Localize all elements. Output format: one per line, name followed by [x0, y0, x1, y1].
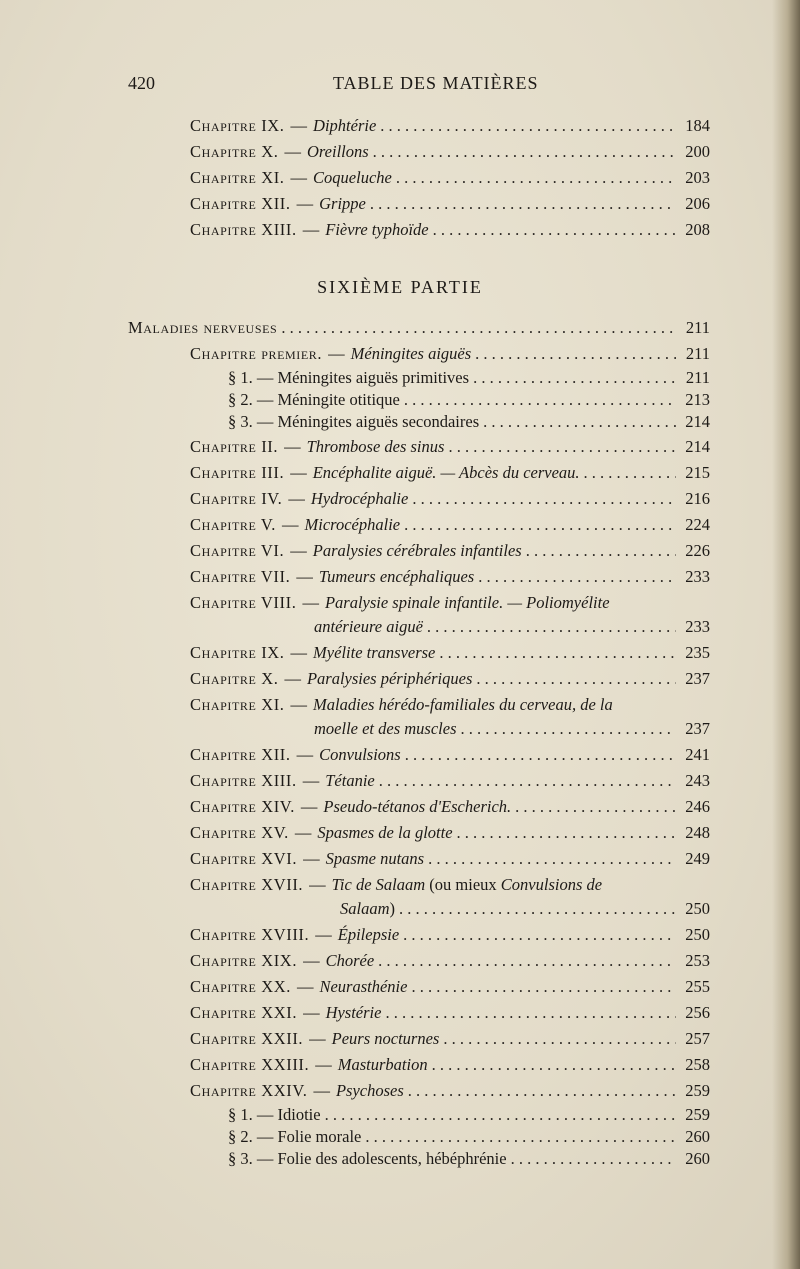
page-ref: 255 — [685, 977, 710, 996]
chapter-label: Chapitre XVII. — [190, 875, 304, 894]
chapter-label: Chapitre XXI. — [190, 1003, 298, 1022]
chapter-title: Fièvre typhoïde — [325, 220, 429, 239]
toc-entry: Chapitre II. — Thrombose des sinus . . . 214 — [190, 437, 710, 461]
chapter-title: Maladies hérédo-familiales du cerveau, de la — [313, 695, 613, 714]
chapter-title: Hystérie — [325, 1003, 382, 1022]
chapter-label: Chapitre XV. — [190, 823, 289, 842]
toc-entry: Chapitre XIII. — Tétanie . . . 243 — [190, 771, 710, 795]
chapter-title: Peurs nocturnes — [331, 1029, 440, 1048]
page-ref: 250 — [685, 899, 710, 918]
chapter-title: Oreillons — [306, 142, 369, 161]
page-ref: 214 — [685, 412, 710, 431]
chapter-label: Chapitre VII. — [190, 567, 291, 586]
page-ref: 184 — [685, 116, 710, 135]
page-ref: 250 — [685, 925, 710, 944]
toc-entry-line1: Chapitre XI. — Maladies hérédo-familiales du cerveau, de la — [190, 695, 613, 714]
toc-subsection — [228, 412, 710, 436]
toc-entry: Chapitre premier. — Méningites aiguës . . . 211 — [190, 344, 710, 368]
subsection-label: § 2. — Méningite otitique — [228, 390, 400, 409]
toc-subsection — [228, 368, 710, 392]
toc-entry: Chapitre XI. — Coqueluche . . . 203 — [190, 168, 710, 192]
toc-part-entry — [128, 318, 710, 342]
toc-entry: Chapitre XII. — Grippe . . . 206 — [190, 194, 710, 218]
chapter-title: Spasme nutans — [325, 849, 425, 868]
page-ref: 233 — [685, 617, 710, 636]
page-ref: 237 — [685, 669, 710, 688]
toc-entry: Chapitre XXIV. — Psychoses . . . 259 — [190, 1081, 710, 1105]
toc-entry: Chapitre XV. — Spasmes de la glotte . . . 248 — [190, 823, 710, 847]
chapter-title: Tétanie — [325, 771, 375, 790]
section-title: SIXIÈME PARTIE — [317, 277, 483, 297]
chapter-label: Chapitre XIV. — [190, 797, 295, 816]
page-ref: 211 — [685, 344, 710, 363]
chapter-label: Chapitre X. — [190, 669, 279, 688]
toc-entry: Chapitre IV. — Hydrocéphalie . . . 216 — [190, 489, 710, 513]
chapter-title: Hydrocéphalie — [310, 489, 409, 508]
chapter-title: Tic de Salaam — [331, 875, 426, 894]
chapter-label: Chapitre XIII. — [190, 771, 297, 790]
chapter-title: Tumeurs encéphaliques — [318, 567, 475, 586]
toc-subsection — [228, 390, 710, 414]
chapter-title: Méningites aiguës — [350, 344, 472, 363]
chapter-label: Chapitre IX. — [190, 116, 285, 135]
chapter-title: Coqueluche — [313, 168, 392, 187]
page-ref: 258 — [685, 1055, 710, 1074]
subsection-label: § 3. — Folie des adolescents, hébéphrénie — [228, 1149, 507, 1168]
page-ref: 206 — [685, 194, 710, 213]
toc-entry: Chapitre IX. — Diphtérie . . . 184 — [190, 116, 710, 140]
subsection-label: § 3. — Méningites aiguës secondaires — [228, 412, 480, 431]
chapter-title: Épilepsie — [337, 925, 400, 944]
chapter-label: Chapitre IX. — [190, 643, 285, 662]
toc-entry: Chapitre III. — Encéphalite aiguë. — Abcès du cerveau. . . . 215 — [190, 463, 710, 487]
toc-entry: Chapitre IX. — Myélite transverse . . . 235 — [190, 643, 710, 667]
chapter-label: Chapitre III. — [190, 463, 285, 482]
page-ref: 243 — [685, 771, 710, 790]
page-ref: 226 — [685, 541, 710, 560]
page-ref: 203 — [685, 168, 710, 187]
toc-subsection — [228, 1105, 710, 1129]
toc-entry: Chapitre V. — Microcéphalie . . . 224 — [190, 515, 710, 539]
toc-entry-line1: Chapitre VIII. — Paralysie spinale infantile. — Poliomyélite — [190, 593, 610, 612]
page-ref: 216 — [685, 489, 710, 508]
page-ref: 211 — [685, 368, 710, 387]
toc-entry: Chapitre XIII. — Fièvre typhoïde . . . 208 — [190, 220, 710, 244]
chapter-label: Chapitre XIX. — [190, 951, 298, 970]
chapter-title: Grippe — [319, 194, 366, 213]
chapter-title: Chorée — [325, 951, 375, 970]
toc-entry: Chapitre XIV. — Pseudo-tétanos d'Escherich. . . . 246 — [190, 797, 710, 821]
chapter-title: Paralysie spinale infantile. — Poliomyélite — [324, 593, 610, 612]
toc-entry-line2 — [314, 617, 710, 641]
page-ref: 257 — [685, 1029, 710, 1048]
chapter-label: Chapitre XI. — [190, 168, 285, 187]
page-ref: 235 — [685, 643, 710, 662]
chapter-label: Chapitre VI. — [190, 541, 285, 560]
page-number: 420 — [128, 73, 155, 93]
page-ref: 256 — [685, 1003, 710, 1022]
chapter-title: Diphtérie — [313, 116, 377, 135]
chapter-title-continued: antérieure aiguë — [314, 617, 423, 636]
toc-entry: Chapitre X. — Oreillons . . . 200 — [190, 142, 710, 166]
chapter-title: Spasmes de la glotte — [317, 823, 453, 842]
running-header — [128, 73, 710, 99]
chapter-label: Chapitre XXIII. — [190, 1055, 310, 1074]
chapter-title: Convulsions — [319, 745, 401, 764]
chapter-label: Chapitre XII. — [190, 745, 291, 764]
chapter-title: Myélite transverse — [313, 643, 436, 662]
chapter-title: Paralysies cérébrales infantiles — [312, 541, 522, 560]
chapter-label: Chapitre V. — [190, 515, 277, 534]
page-ref: 215 — [685, 463, 710, 482]
toc-entry: Chapitre XXI. — Hystérie . . . 256 — [190, 1003, 710, 1027]
page-ref: 208 — [685, 220, 710, 239]
toc-entry: Chapitre VI. — Paralysies cérébrales infantiles . . . 226 — [190, 541, 710, 565]
page-ref: 233 — [685, 567, 710, 586]
chapter-title: Paralysies périphériques — [306, 669, 473, 688]
toc-entry: Chapitre XIX. — Chorée . . . 253 — [190, 951, 710, 975]
chapter-title: Microcéphalie — [304, 515, 401, 534]
page-ref: 237 — [685, 719, 710, 738]
page-ref: 249 — [685, 849, 710, 868]
subsection-label: § 1. — Idiotie — [228, 1105, 321, 1124]
toc-entry: Chapitre VII. — Tumeurs encéphaliques . . . 233 — [190, 567, 710, 591]
chapter-title-continued: Salaam — [340, 899, 390, 918]
page-ref: 259 — [685, 1105, 710, 1124]
chapter-title-alt: Convulsions de — [500, 875, 603, 894]
toc-entry-line1: Chapitre XVII. — Tic de Salaam (ou mieux Convulsions de — [190, 875, 603, 894]
chapter-title-continued: moelle et des muscles — [314, 719, 457, 738]
toc-subsection — [228, 1149, 710, 1173]
running-title: TABLE DES MATIÈRES — [333, 73, 539, 93]
chapter-label: Chapitre XXII. — [190, 1029, 304, 1048]
chapter-label: Chapitre XI. — [190, 695, 285, 714]
page-ref: 200 — [685, 142, 710, 161]
chapter-label: Chapitre II. — [190, 437, 279, 456]
chapter-label: Chapitre X. — [190, 142, 279, 161]
page-ref: 211 — [685, 318, 710, 337]
page-ref: 213 — [685, 390, 710, 409]
toc-entry: Chapitre XXIII. — Masturbation . . . 258 — [190, 1055, 710, 1079]
toc-entry: Chapitre XVIII. — Épilepsie . . . 250 — [190, 925, 710, 949]
page-ref: 214 — [685, 437, 710, 456]
chapter-label: Chapitre premier. — [190, 344, 323, 363]
toc-entry: Chapitre XX. — Neurasthénie . . . 255 — [190, 977, 710, 1001]
chapter-label: Chapitre XII. — [190, 194, 291, 213]
chapter-label: Chapitre XX. — [190, 977, 291, 996]
chapter-title-close: ) — [389, 899, 395, 918]
chapter-label: Chapitre VIII. — [190, 593, 297, 612]
toc-entry: Chapitre XVI. — Spasme nutans . . . 249 — [190, 849, 710, 873]
chapter-title-aside: (ou mieux — [425, 875, 501, 894]
toc-entry-line2 — [340, 899, 710, 923]
page-ref: 246 — [685, 797, 710, 816]
page-ref: 224 — [685, 515, 710, 534]
toc-entry: Chapitre X. — Paralysies périphériques . . . 237 — [190, 669, 710, 693]
page-ref: 248 — [685, 823, 710, 842]
chapter-label: Chapitre XXIV. — [190, 1081, 308, 1100]
chapter-title: Psychoses — [335, 1081, 404, 1100]
page-ref: 260 — [685, 1149, 710, 1168]
chapter-title: Encéphalite aiguë. — Abcès du cerveau. — [312, 463, 580, 482]
page-edge-shadow — [772, 0, 800, 1269]
chapter-title: Neurasthénie — [319, 977, 408, 996]
toc-subsection — [228, 1127, 710, 1151]
chapter-label: Chapitre XIII. — [190, 220, 297, 239]
page-ref: 241 — [685, 745, 710, 764]
page-ref: 259 — [685, 1081, 710, 1100]
chapter-label: Chapitre IV. — [190, 489, 283, 508]
chapter-title: Masturbation — [337, 1055, 428, 1074]
toc-entry-line2 — [314, 719, 710, 743]
chapter-title: Thrombose des sinus — [306, 437, 445, 456]
toc-entry: Chapitre XII. — Convulsions . . . 241 — [190, 745, 710, 769]
page-ref: 253 — [685, 951, 710, 970]
page-ref: 260 — [685, 1127, 710, 1146]
subsection-label: § 1. — Méningites aiguës primitives — [228, 368, 470, 387]
chapter-label: Chapitre XVI. — [190, 849, 298, 868]
subsection-label: § 2. — Folie morale — [228, 1127, 362, 1146]
part-label: Maladies nerveuses — [128, 318, 278, 337]
chapter-title: Pseudo-tétanos d'Escherich. — [323, 797, 512, 816]
toc-entry: Chapitre XXII. — Peurs nocturnes . . . 257 — [190, 1029, 710, 1053]
chapter-label: Chapitre XVIII. — [190, 925, 310, 944]
